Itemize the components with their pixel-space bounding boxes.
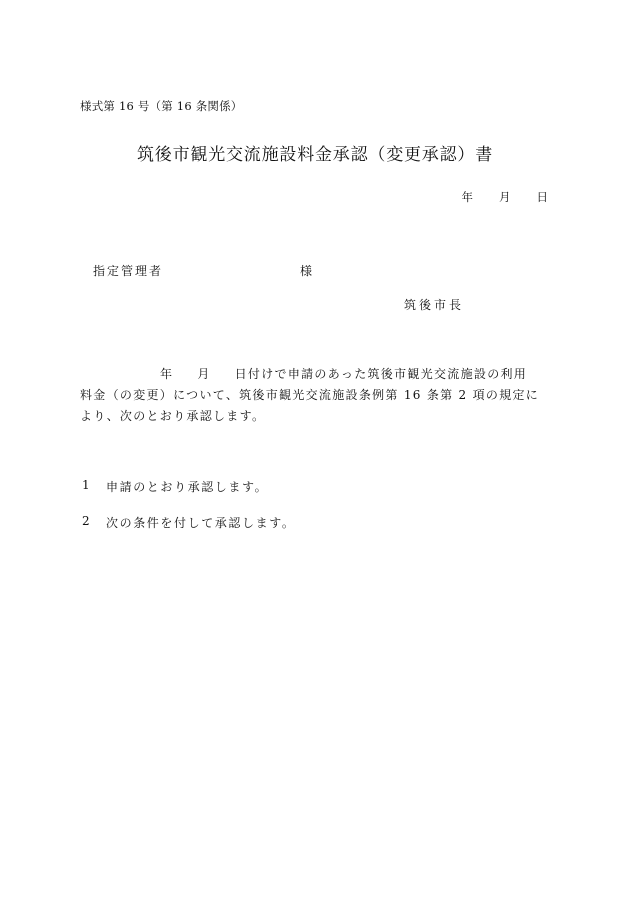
document-title <box>0 140 630 165</box>
body-continuation: 料金（の変更）について、筑後市観光交流施設条例第 16 条第 2 項の規定により、次のとおり承認します。 <box>80 388 540 423</box>
item-number: 1 <box>82 478 92 492</box>
item-text: 次の条件を付して承認します。 <box>106 516 296 530</box>
approval-item-1 <box>82 478 268 495</box>
approval-item-2 <box>82 514 295 531</box>
body-year-label: 年 <box>160 367 174 381</box>
date-spacer <box>511 189 537 205</box>
date-spacer <box>473 189 499 205</box>
item-text: 申請のとおり承認します。 <box>106 480 269 494</box>
body-paragraph <box>80 364 552 427</box>
form-number: 様式第 16 号（第 16 条関係） <box>80 99 243 113</box>
document-title-text: 筑後市観光交流施設料金承認（変更承認）書 <box>137 145 493 165</box>
recipient-honorific: 様 <box>300 264 313 278</box>
date-day-label: 日 <box>536 190 548 204</box>
body-first-line-text: 日付けで申請のあった筑後市観光交流施設の利用 <box>234 367 528 381</box>
date-month-label: 月 <box>499 190 511 204</box>
body-first-line <box>80 364 552 385</box>
date-line <box>462 189 549 205</box>
item-number: 2 <box>82 514 92 528</box>
recipient-label: 指定管理者 <box>93 264 164 278</box>
sender-name: 筑後市長 <box>404 298 465 312</box>
body-month-label: 月 <box>197 367 211 381</box>
date-year-label: 年 <box>461 190 473 204</box>
